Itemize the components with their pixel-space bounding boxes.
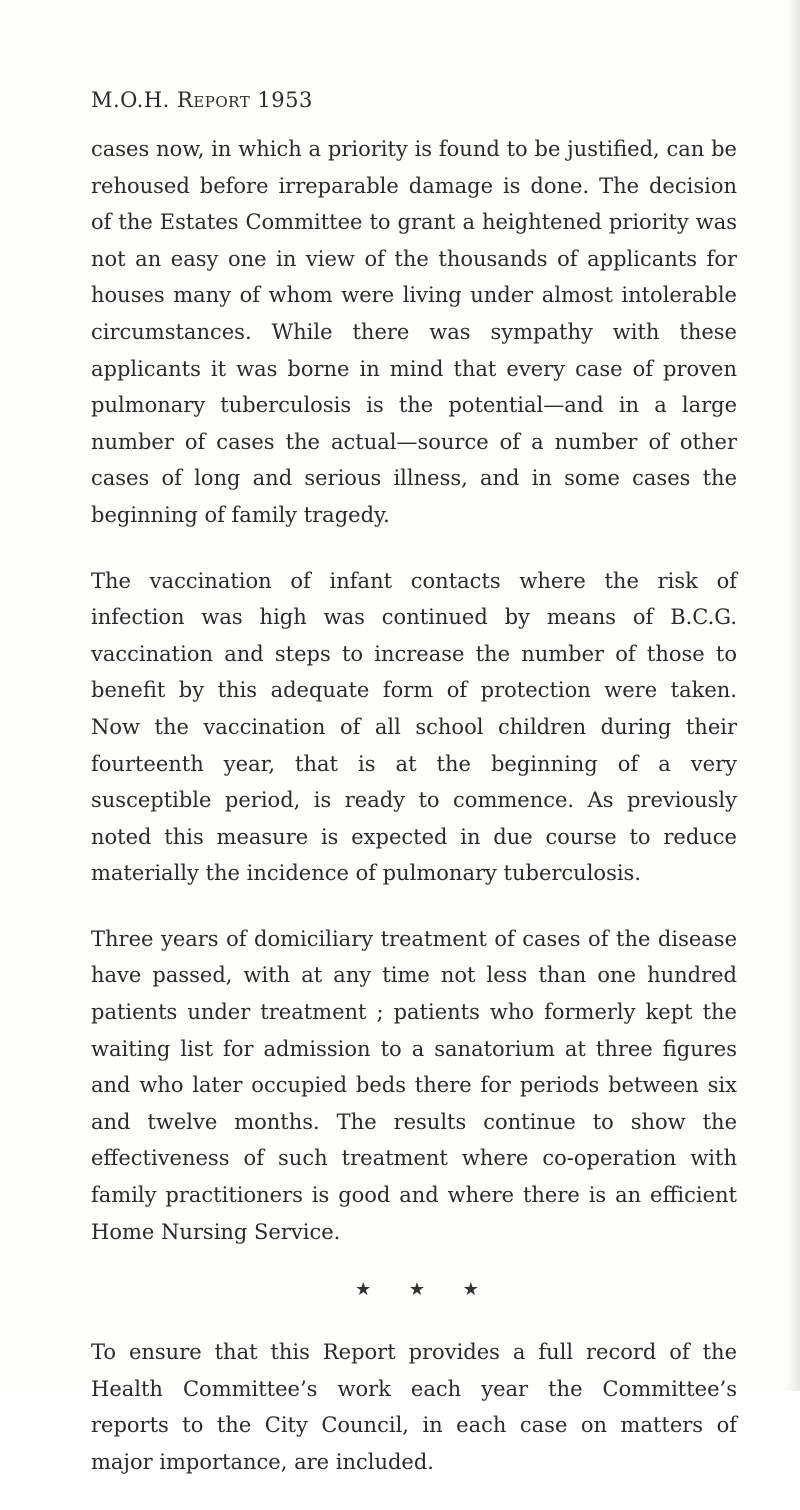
paragraph-2: The vaccination of infant contacts where the risk of infection was high was continued by means of B.C.G. vaccination and steps to increase the number of those to benefit by this adequate form of protection were taken. Now the vaccination of all school children during their fourteenth year, that is at the beginning of a very susceptible period, is ready to commence. As previously noted this measure is expected in due course to reduce materially the incidence of pulmonary tuberculosis. — [91, 568, 737, 886]
body-text — [91, 131, 737, 1510]
running-head-right: Report 1953 — [177, 88, 313, 112]
running-head — [91, 88, 313, 112]
paragraph-3: Three years of domiciliary treatment of cases of the disease have passed, with at any time not less than one hundred patients under treatment ; patients who formerly kept the waiting list for admission to a sanatorium at three figures and who later occupied beds there for periods between six and twelve months. The results continue to show the effectiveness of such treatment where co-operation with family practitioners is good and where there is an efficient Home Nursing Service. — [91, 926, 737, 1244]
page-edge-shadow — [786, 0, 800, 1391]
paragraph-1: cases now, in which a priority is found to be justified, can be rehoused before irreparable damage is done. The decision of the Estates Committee to grant a heightened priority was not an easy one in view of the thousands of applicants for houses many of whom were living under almost intolerable circumstances. While there was sympathy with these applicants it was borne in mind that every case of proven pulmonary tuberculosis is the potential—and in a large number of cases the actual—source of a number of other cases of long and serious illness, and in some cases the beginning of family tragedy. — [91, 137, 737, 527]
paragraph-4: To ensure that this Report provides a full record of the Health Committee’s work each year the Committee’s reports to the City Council, in each case on matters of major importance, are included. — [91, 1340, 737, 1474]
star-separator: ★ ★ ★ — [355, 1279, 495, 1301]
running-head-left: M.O.H. — [91, 88, 170, 112]
